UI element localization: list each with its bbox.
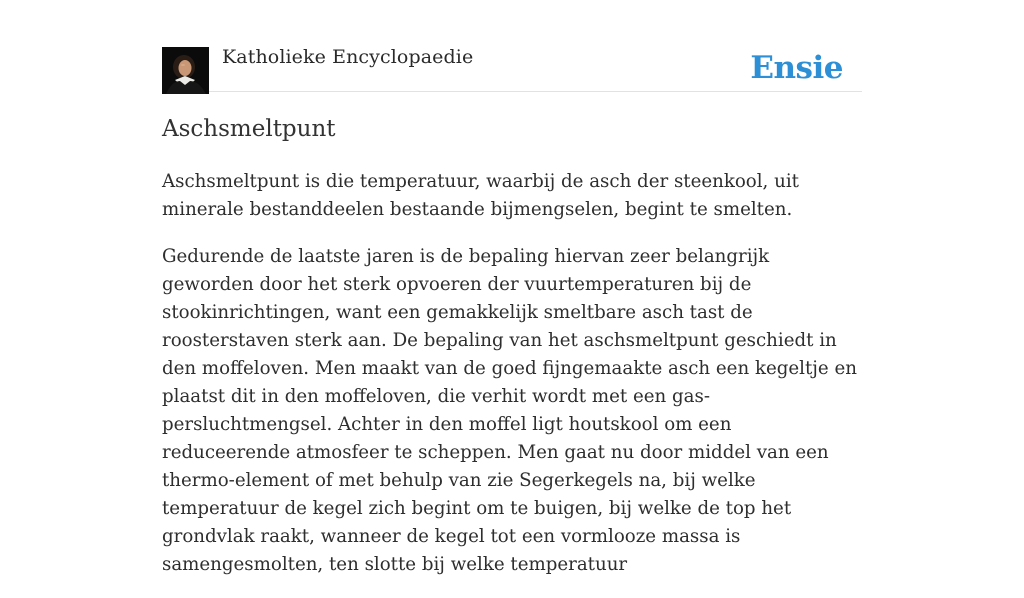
- ensie-logo[interactable]: Ensie: [750, 50, 843, 86]
- article-paragraph: Aschsmeltpunt is die temperatuur, waarbij de asch der steenkool, uit minerale bestanddeelen bestaande bijmengselen, begint te smelten.: [162, 171, 799, 220]
- source-title[interactable]: Katholieke Encyclopaedie: [222, 46, 474, 68]
- article-title: Aschsmeltpunt: [162, 116, 336, 142]
- header: [162, 44, 862, 92]
- article-paragraph: Gedurende de laatste jaren is de bepaling hiervan zeer belangrijk geworden door het sterk opvoeren der vuurtemperaturen bij de stookinrichtingen, want een gemakkelijk smeltbare asch tast de roosterstaven sterk aan. De bepaling van het aschsmeltpunt geschiedt in den moffeloven. Men maakt van de goed fijngemaakte asch een kegeltje en plaatst dit in den moffeloven, die verhit wordt met een gas-persluchtmengsel. Achter in den moffel ligt houtskool om een reduceerende atmosfeer te scheppen. Men gaat nu door middel van een thermo-element of met behulp van zie Segerkegels na, bij welke temperatuur de kegel zich begint om te buigen, bij welke de top het grondvlak raakt, wanneer de kegel tot een vormlooze massa is samengesmolten, ten slotte bij welke temperatuur: [162, 246, 857, 575]
- article-body: [162, 168, 862, 598]
- portrait-avatar-icon[interactable]: [162, 47, 209, 94]
